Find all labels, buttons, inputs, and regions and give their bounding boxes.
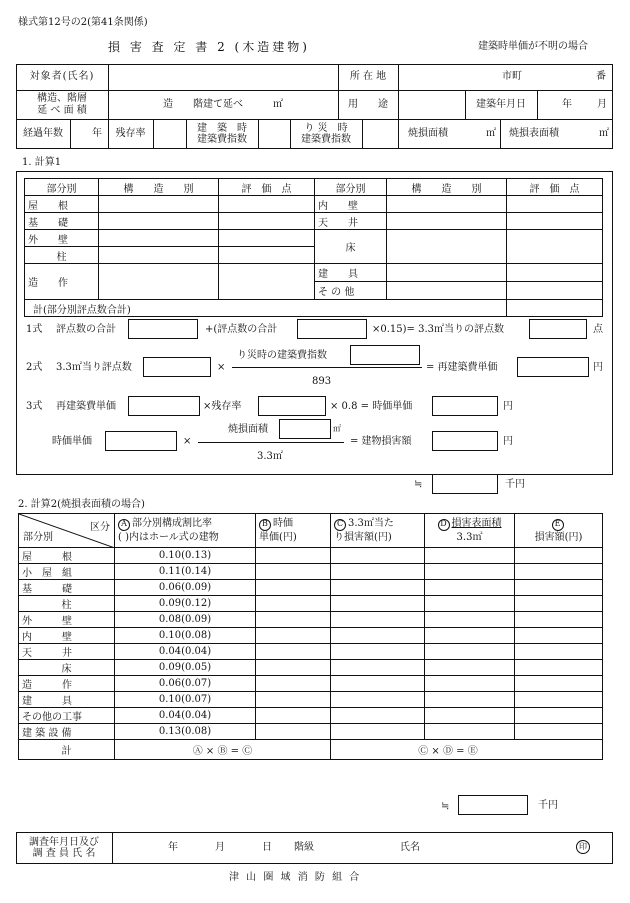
f2-a: 3.3㎡当り評点数 [56,362,132,373]
h-a-2: ( )内はホール式の建物 [118,531,219,543]
seal-text: 印 [579,842,587,851]
seal-icon [576,840,590,854]
f1-sum-input[interactable] [128,319,198,339]
f2-numer: り災時の建築費指数 [237,350,327,361]
f3-label: 3式 [26,401,43,412]
structure-label-2: 延 べ 面 積 [37,104,87,116]
calc2-table [18,513,603,760]
f2-result-input[interactable] [517,357,589,377]
row-part: 建 具 [19,692,115,708]
part-label: 基 礎 [25,213,99,230]
disaster-index-label [290,119,362,149]
structure-cell[interactable] [99,247,219,264]
table-row [19,596,603,612]
row-ratio: 0.11(0.14) [115,564,256,580]
row-part: 屋 根 [19,548,115,564]
cell-c[interactable] [331,724,425,740]
f1-sum2-input[interactable] [297,319,367,339]
cell-d[interactable] [425,628,515,644]
structure-cell[interactable] [99,196,219,213]
row-part: 天 井 [19,644,115,660]
cell-e[interactable] [515,708,603,724]
f3-unit: 円 [503,401,513,412]
f4-result-input[interactable] [432,431,498,451]
org-name: 津 山 圏 域 消 防 組 合 [229,872,362,883]
h-d-2: 3.3㎡ [456,531,483,543]
cell-c[interactable] [331,692,425,708]
f3-c: × 0.8 = 時価単価 [330,401,413,412]
score-cell[interactable] [219,213,315,230]
calc2-corner-cell [19,514,115,548]
cell-e[interactable] [515,596,603,612]
col-part: 部分別 [25,179,99,196]
cell-b[interactable] [256,580,331,596]
cell-d[interactable] [425,548,515,564]
h-kubun: 区分 [90,522,110,533]
h-b-1: 時価 [273,518,293,530]
f2-label: 2式 [26,362,43,373]
col-score: 評 価 点 [507,179,603,196]
formula-abc: Ⓐ × Ⓑ = Ⓒ [115,740,331,760]
cell-c[interactable] [331,708,425,724]
built-date-label: 建築年月日 [476,98,526,110]
table-row [19,612,603,628]
cell-d[interactable] [425,724,515,740]
f1-label: 1式 [26,324,43,335]
location-ban: 番 [596,71,606,82]
calc2-thousand-unit: 千円 [538,800,558,811]
row-part: 外 壁 [19,612,115,628]
row-ratio: 0.09(0.05) [115,660,256,676]
score-cell[interactable] [219,247,315,264]
f2-fraction-bar [232,367,422,368]
cell-e[interactable] [515,564,603,580]
built-month: 月 [597,99,607,110]
f2-times: × [217,362,226,373]
f4-unit: 円 [503,436,513,447]
row-ratio: 0.10(0.07) [115,692,256,708]
structure-cell[interactable] [99,213,219,230]
f3-a: 再建築費単価 [56,401,116,412]
f1-result-input[interactable] [529,319,587,339]
table-row [19,660,603,676]
cell-d[interactable] [425,708,515,724]
approx-symbol: ≒ [441,801,450,812]
part-label: 造 作 [25,264,99,300]
row-part: その他の工事 [19,708,115,724]
cell-b[interactable] [256,548,331,564]
f4-denom: 3.3㎡ [257,451,283,462]
table-row [19,580,603,596]
cell-c[interactable] [331,580,425,596]
row-part: 建 築 設 備 [19,724,115,740]
h-b-2: 単価(円) [259,531,297,543]
survey-label-1: 調査年月日及び [29,836,99,848]
h-col-b [256,514,331,548]
score-cell[interactable] [507,282,603,300]
row-part: 造 作 [19,676,115,692]
table-row [19,676,603,692]
row-ratio: 0.13(0.08) [115,724,256,740]
f4-area-input[interactable] [279,419,331,439]
col-structure: 構 造 別 [99,179,219,196]
part-label: 内 壁 [315,196,387,213]
row-ratio: 0.10(0.08) [115,628,256,644]
f1-b: +(評点数の合計 [205,324,278,335]
structure-label-1: 構造、階層 [37,93,87,104]
h-c-2: り損害額(円) [334,531,392,543]
cell-b[interactable] [256,708,331,724]
cell-b[interactable] [256,692,331,708]
cell-d[interactable] [425,660,515,676]
footer-day: 日 [262,842,272,853]
score-cell[interactable] [507,230,603,264]
target-label: 対象者(氏名) [29,71,95,83]
calc1-heading: 1. 計算1 [22,157,62,168]
score-cell[interactable] [507,196,603,213]
f3-b: ×残存率 [203,401,242,412]
cell-c[interactable] [331,644,425,660]
cell-e[interactable] [515,692,603,708]
total-score-cell[interactable] [507,300,603,317]
f4-numer: 焼損面積 [228,424,268,435]
h-col-e [515,514,603,548]
cell-c[interactable] [331,596,425,612]
table-row [19,644,603,660]
table-row [19,564,603,580]
h-c-1: 3.3㎡当た [348,518,394,530]
footer-rank: 階級 [294,842,314,853]
circle-c: C [334,519,346,531]
cell-e[interactable] [515,580,603,596]
cell-e[interactable] [515,644,603,660]
footer-name: 氏名 [400,842,420,853]
cell-c[interactable] [331,676,425,692]
f4-fraction-bar [198,442,344,443]
cell-d[interactable] [425,692,515,708]
elapsed-unit: 年 [92,128,102,139]
elapsed-label: 経過年数 [23,128,63,140]
cell-b[interactable] [256,612,331,628]
col-structure: 構 造 別 [387,179,507,196]
circle-e: E [552,519,564,531]
calc1-table [24,178,603,317]
footer-month: 月 [215,842,225,853]
cell-d[interactable] [425,676,515,692]
build-index-label [186,119,258,149]
h-e-2: 損害額(円) [534,531,583,543]
burnt-area-unit: ㎡ [486,128,496,139]
residual-label: 残存率 [115,128,146,140]
calc1-thousand-unit: 千円 [505,479,525,490]
f2-unit: 円 [593,362,603,373]
part-label: 外 壁 [25,230,99,247]
structure-cell[interactable] [387,230,507,264]
row-ratio: 0.09(0.12) [115,596,256,612]
cell-b[interactable] [256,724,331,740]
row-ratio: 0.10(0.13) [115,548,256,564]
row-ratio: 0.08(0.09) [115,612,256,628]
part-label: 屋 根 [25,196,99,213]
f4-b: = 建物損害額 [350,436,412,447]
row-part: 内 壁 [19,628,115,644]
score-cell[interactable] [219,264,315,300]
location-label: 所 在 地 [349,71,387,83]
circle-b: B [259,519,271,531]
row-part: 基 礎 [19,580,115,596]
cell-d[interactable] [425,580,515,596]
f4-a: 時価単価 [52,436,92,447]
usage-label: 用 途 [348,98,388,110]
score-cell[interactable] [219,196,315,213]
h-d-1: 損害表面積 [451,518,502,530]
f2-score-input[interactable] [143,357,211,377]
col-part: 部分別 [315,179,387,196]
cell-d[interactable] [425,612,515,628]
part-label: 建 具 [315,264,387,282]
col-score: 評 価 点 [219,179,315,196]
form-number: 様式第12号の2(第41条関係) [18,17,148,28]
f2-index-input[interactable] [350,345,420,365]
row-part: 柱 [19,596,115,612]
f1-c: ×0.15)= 3.3㎡当りの評点数 [372,324,505,335]
survey-label-2: 調 査 員 氏 名 [32,848,96,859]
footer-year: 年 [168,842,178,853]
part-label: 天 井 [315,213,387,230]
part-label: そ の 他 [315,282,387,300]
circle-d: D [438,519,450,531]
cell-c[interactable] [331,548,425,564]
structure-cell[interactable] [387,282,507,300]
cell-c[interactable] [331,564,425,580]
cell-b[interactable] [256,628,331,644]
f1-d: 点 [593,324,603,335]
h-col-a [115,514,256,548]
row-part: 床 [19,660,115,676]
cell-d[interactable] [425,644,515,660]
calc1-thousand-input[interactable] [432,474,498,494]
structure-cell[interactable] [99,230,219,247]
cell-e[interactable] [515,612,603,628]
row-ratio: 0.04(0.04) [115,708,256,724]
formula-cde: Ⓒ × Ⓓ = Ⓔ [331,740,603,760]
f4-price-input[interactable] [105,431,177,451]
structure-cell[interactable] [387,213,507,230]
cell-b[interactable] [256,676,331,692]
burnt-surface-unit: ㎡ [599,128,609,139]
row-ratio: 0.06(0.07) [115,676,256,692]
score-cell[interactable] [507,213,603,230]
score-cell[interactable] [507,264,603,282]
f4-times: × [183,436,192,447]
structure-value[interactable]: 造 階建て延べ ㎡ [163,98,283,110]
cell-b[interactable] [256,564,331,580]
f3-result-input[interactable] [432,396,498,416]
structure-cell[interactable] [387,196,507,213]
header-note: 建築時単価が不明の場合 [478,41,588,52]
table-row [19,628,603,644]
total-row [19,740,603,760]
cell-d[interactable] [425,596,515,612]
f2-b: = 再建築費単価 [426,362,498,373]
build-index-label-2: 建築費指数 [197,134,247,145]
f3-price-input[interactable] [128,396,200,416]
calc2-heading: 2. 計算2(焼損表面積の場合) [18,499,145,510]
page-title: 損 害 査 定 書 2 (木造建物) [108,40,310,54]
location-town: 市町 [502,71,522,82]
h-col-c [331,514,425,548]
structure-cell[interactable] [387,264,507,282]
built-year: 年 [562,99,572,110]
burnt-surface-label: 焼損表面積 [509,128,559,140]
structure-cell[interactable] [99,264,219,300]
cell-e[interactable] [515,548,603,564]
cell-c[interactable] [331,628,425,644]
total-label: 計(部分別評点数合計) [25,300,507,317]
table-row [19,548,603,564]
table-row [19,724,603,740]
score-cell[interactable] [219,230,315,247]
table-row [19,708,603,724]
f4-sq: ㎡ [333,424,341,433]
row-ratio: 0.04(0.04) [115,644,256,660]
row-part: 小 屋 組 [19,564,115,580]
h-col-d [425,514,515,548]
calc2-thousand-input[interactable] [458,795,528,815]
cell-c[interactable] [331,660,425,676]
h-bubun: 部分別 [23,532,53,543]
cell-e[interactable] [515,628,603,644]
row-ratio: 0.06(0.09) [115,580,256,596]
part-label: 床 [315,230,387,264]
cell-b[interactable] [256,644,331,660]
burnt-area-label: 焼損面積 [408,128,448,140]
f2-denom: 893 [312,376,332,387]
circle-a: A [118,519,130,531]
cell-b[interactable] [256,596,331,612]
target-name-field[interactable] [108,64,338,90]
structure-label [16,90,108,119]
survey-label [16,832,112,864]
cell-d[interactable] [425,564,515,580]
cell-b[interactable] [256,660,331,676]
f3-residual-input[interactable] [258,396,326,416]
disaster-index-label-2: 建築費指数 [301,134,351,145]
cell-e[interactable] [515,676,603,692]
cell-c[interactable] [331,612,425,628]
cell-e[interactable] [515,724,603,740]
total-label: 計 [19,740,115,760]
part-label: 柱 [25,247,99,264]
h-a-1: 部分別構成割比率 [132,518,212,530]
f1-a: 評点数の合計 [56,324,116,335]
disaster-index-label-1: り 災 時 [304,122,348,134]
cell-e[interactable] [515,660,603,676]
approx-symbol: ≒ [414,479,423,490]
build-index-label-1: 建 築 時 [197,122,247,134]
table-row [19,692,603,708]
